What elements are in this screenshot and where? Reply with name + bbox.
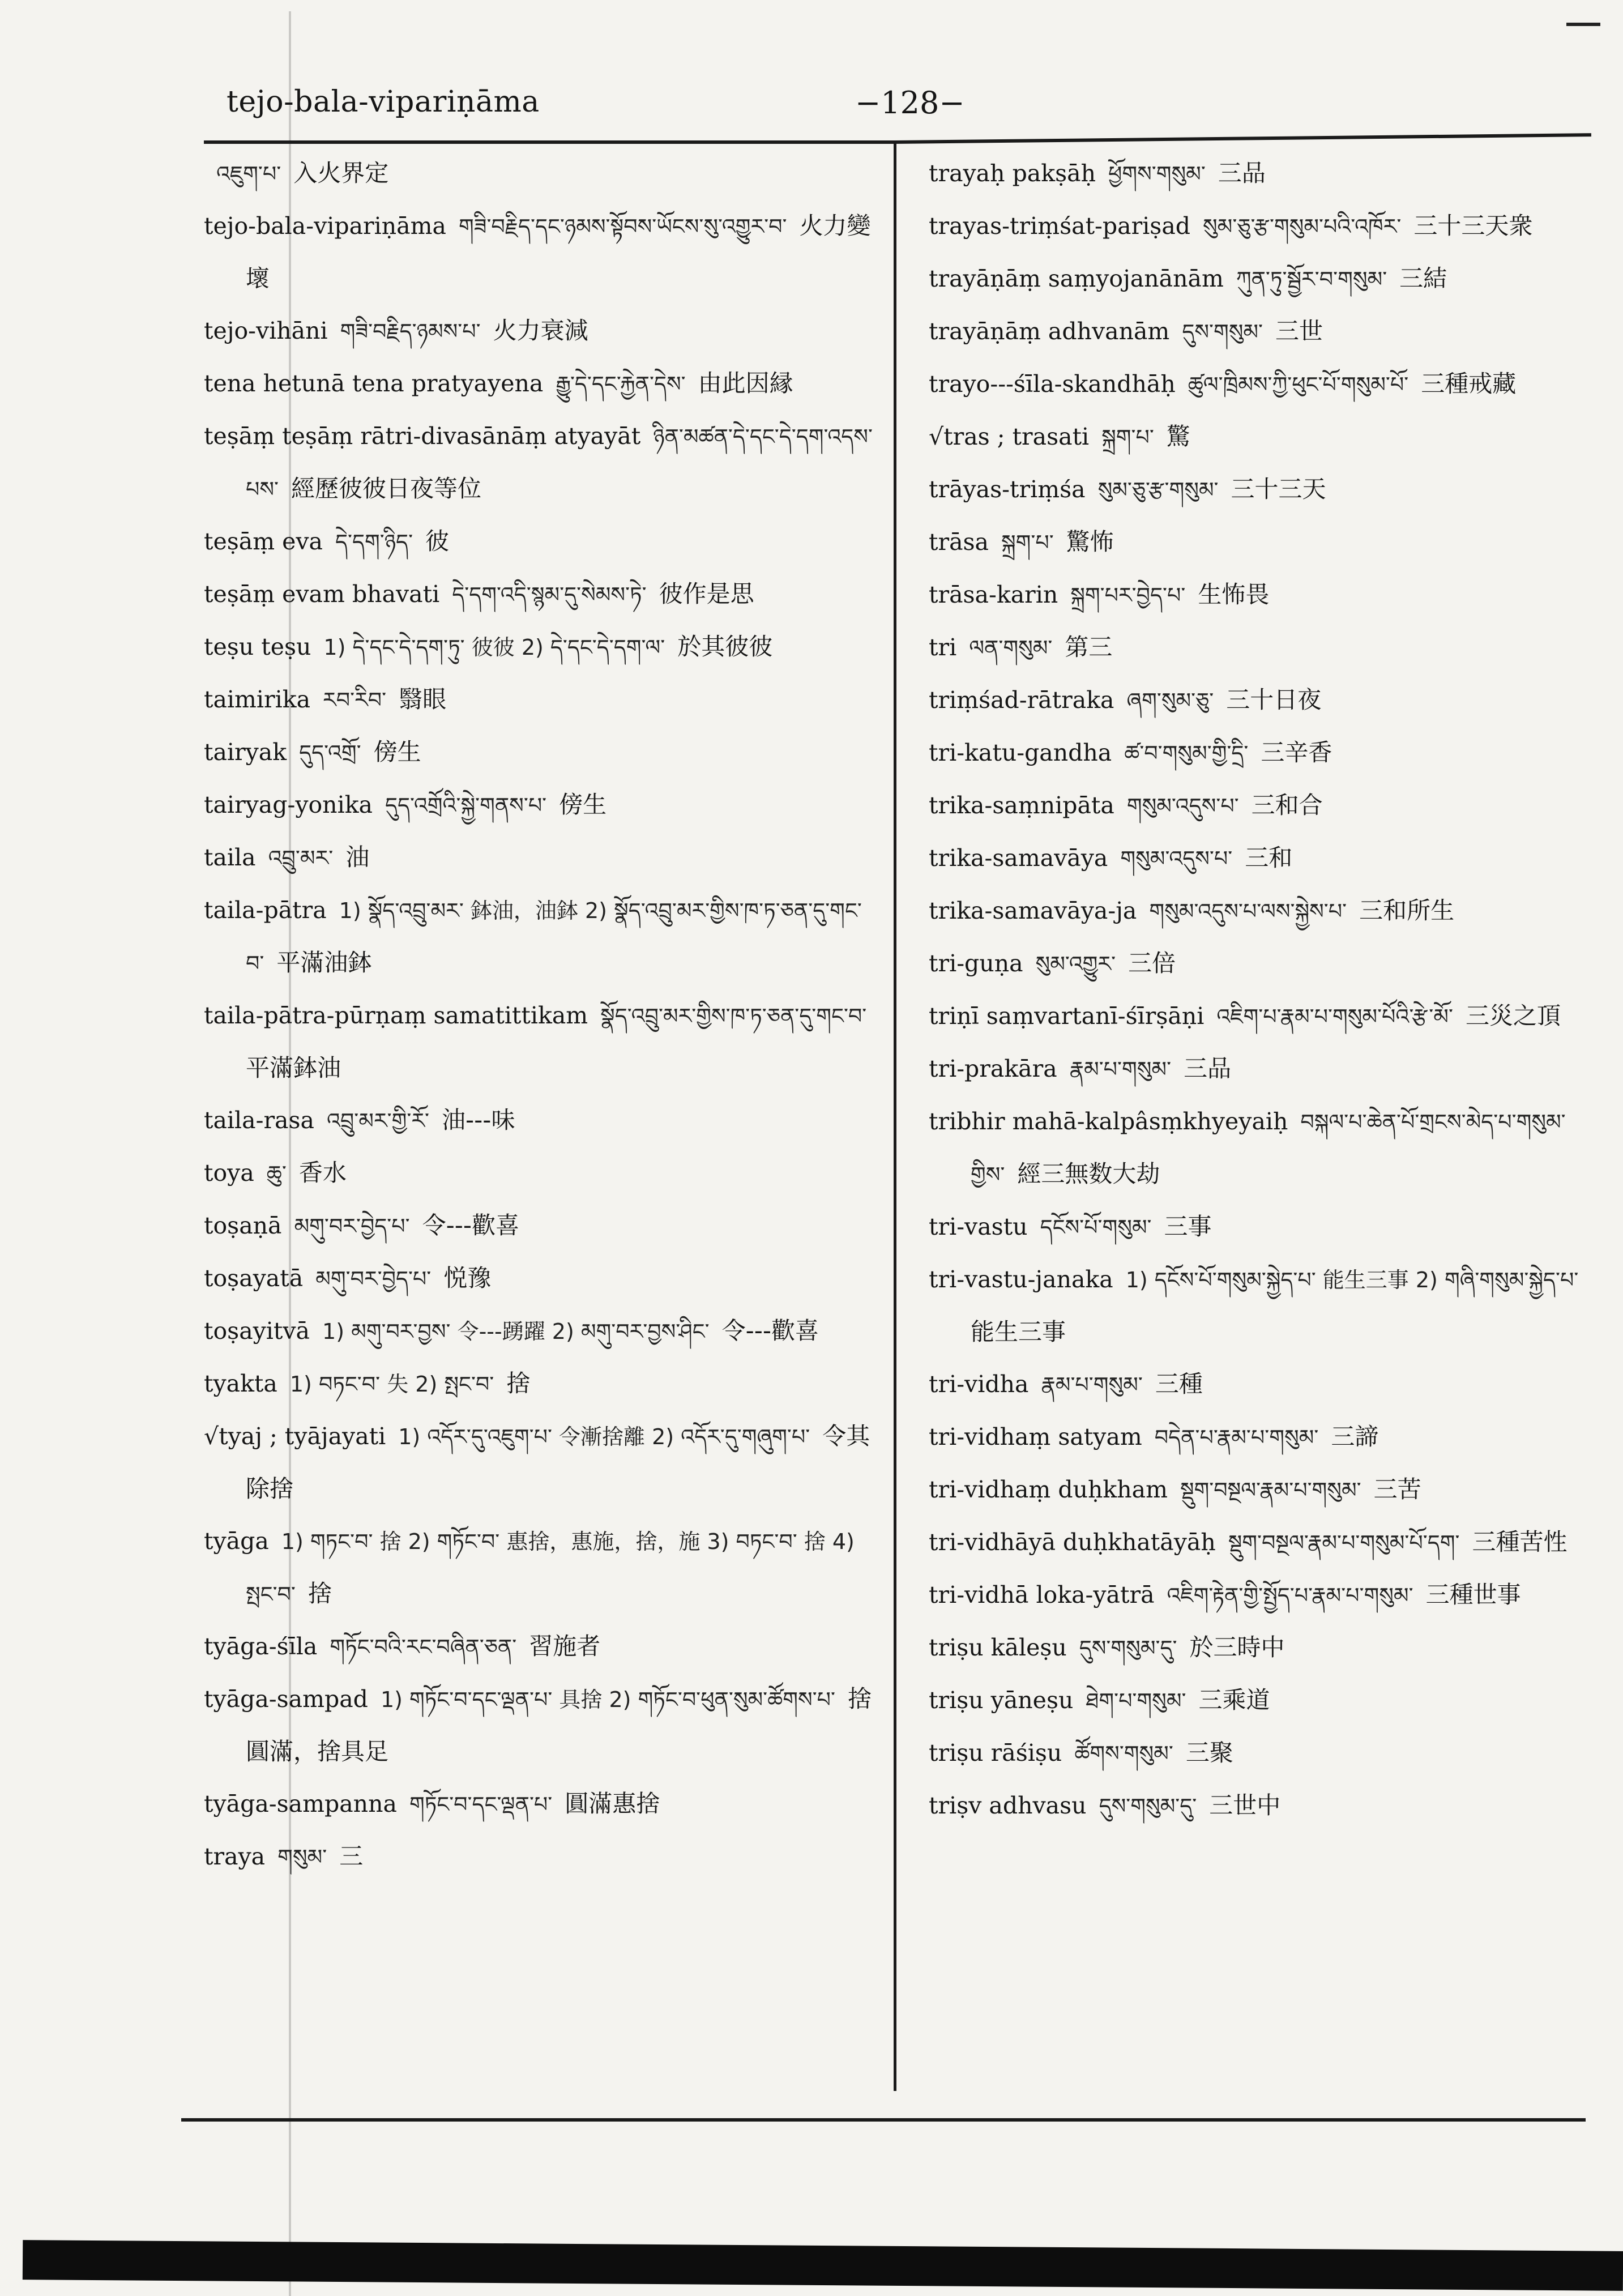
sanskrit-headword: tri-vastu (929, 1213, 1028, 1240)
sanskrit-headword: trāyas-triṃśa (929, 476, 1086, 503)
tibetan-equivalent: འཇིག་རྟེན་གྱི་སྤྱོད་པ་རྣམ་པ་གསུམ་ (1167, 1583, 1413, 1608)
tibetan-equivalent: མགུ་བར་བྱེད་པ་ (315, 1266, 432, 1291)
right-column (929, 147, 1603, 1832)
tibetan-equivalent: རྒྱུ་དེ་དང་རྐྱེན་དེས་ (556, 372, 686, 396)
chinese-equivalent: 三世中 (1209, 1791, 1281, 1819)
tibetan-equivalent: ཚ་བ་གསུམ་གྱི་དྲི་ (1124, 741, 1249, 766)
tibetan-equivalent: གསུམ་འདུས་པ་ (1120, 846, 1233, 871)
page-number: −128− (855, 85, 965, 121)
sanskrit-headword: √tyaj ; tyājayati (204, 1423, 386, 1450)
sanskrit-headword: tejo-bala-vipariṇāma (204, 212, 446, 240)
dictionary-entry (929, 1779, 1603, 1832)
tibetan-equivalent: ཞག་སུམ་ཅུ་ (1126, 688, 1214, 713)
chinese-equivalent: 平滿鉢油 (246, 1054, 341, 1082)
tibetan-equivalent: ཆུ་ (266, 1161, 287, 1186)
tibetan-equivalent: 1) མགུ་བར་བྱས་ 令---踴躍 2) མགུ་བར་བྱས་ཤིང་ (322, 1319, 710, 1344)
tibetan-equivalent: འཇུག་པ་ (216, 161, 281, 186)
tibetan-equivalent: གཟི་བརྗིད་ཉམས་པ་ (340, 319, 481, 344)
chinese-equivalent: 香水 (298, 1159, 347, 1187)
column-divider (894, 143, 896, 2091)
dictionary-entry (929, 1201, 1603, 1253)
chinese-equivalent: 三結 (1399, 264, 1447, 292)
sanskrit-headword: teṣāṃ teṣāṃ rātri-divasānāṃ atyayāt (204, 423, 641, 450)
sanskrit-headword: tyāga-śīla (204, 1633, 318, 1660)
chinese-equivalent: 由此因縁 (698, 369, 793, 397)
tibetan-equivalent: སྡུག་བསྔལ་རྣམ་པ་གསུམ་པོ་དག་ (1228, 1530, 1460, 1555)
sanskrit-headword: tri-vastu-janaka (929, 1266, 1113, 1293)
tibetan-equivalent: 1) སྣོད་འབྲུ་མར་ 鉢油，油鉢 2) སྣོད་འབྲུ་མར་གྱིས་ཁ་ཏ་ཅན་དུ་གང་བ་ (246, 898, 862, 976)
dictionary-entry (929, 1516, 1603, 1569)
dictionary-entry (204, 1358, 886, 1410)
chinese-equivalent: 火力變壞 (246, 212, 871, 292)
tibetan-equivalent: སྐྲག་པ་ (1001, 530, 1054, 555)
dictionary-entry (204, 726, 886, 779)
dictionary-entry (204, 884, 886, 989)
tibetan-equivalent: ཐེག་པ་གསུམ་ (1086, 1688, 1186, 1713)
sanskrit-headword: taila-rasa (204, 1107, 314, 1134)
dictionary-entry (204, 1147, 886, 1200)
sanskrit-headword: trāsa (929, 528, 989, 556)
sanskrit-headword: tri-vidhaṃ duḥkham (929, 1476, 1168, 1503)
sanskrit-headword: tri-katu-gandha (929, 739, 1112, 766)
sanskrit-headword: toṣayatā (204, 1265, 304, 1292)
dictionary-entry (929, 1358, 1603, 1411)
tibetan-equivalent: དུས་གསུམ་དུ་ (1099, 1794, 1197, 1819)
tibetan-equivalent: བདེན་པ་རྣམ་པ་གསུམ་ (1154, 1425, 1319, 1450)
dictionary-entry (204, 1830, 886, 1883)
sanskrit-headword: tri-vidha (929, 1371, 1029, 1398)
tibetan-equivalent: སྐྲག་པ་ (1101, 425, 1154, 450)
sanskrit-headword: teṣāṃ evam bhavati (204, 581, 440, 608)
dictionary-entry (929, 1621, 1603, 1674)
tibetan-equivalent: དུས་གསུམ་དུ་ (1079, 1636, 1177, 1661)
chinese-equivalent: 三和所生 (1359, 897, 1455, 924)
sanskrit-headword: teṣu teṣu (204, 633, 311, 660)
chinese-equivalent: 三十三天 (1231, 475, 1326, 503)
tibetan-equivalent: ཀུན་ཏུ་སྦྱོར་བ་གསུམ་ (1236, 267, 1387, 292)
dictionary-entry (204, 410, 886, 515)
chinese-equivalent: 三乘道 (1198, 1686, 1270, 1714)
dictionary-entry (929, 1253, 1603, 1358)
chinese-equivalent: 令---歡喜 (721, 1317, 819, 1345)
chinese-equivalent: 三和 (1245, 844, 1293, 872)
chinese-equivalent: 平滿油鉢 (276, 949, 372, 976)
sanskrit-headword: tyāga-sampad (204, 1685, 368, 1713)
tibetan-equivalent: སྐྲག་པར་བྱེད་པ་ (1070, 583, 1186, 608)
tibetan-equivalent: སྣོད་འབྲུ་མར་གྱིས་ཁ་ཏ་ཅན་དུ་གང་བ་ (600, 1004, 867, 1028)
chinese-equivalent: 捨圓滿，捨具足 (246, 1685, 872, 1765)
chinese-equivalent: 三品 (1218, 159, 1266, 187)
dictionary-entry (204, 200, 886, 305)
dictionary-entry (929, 937, 1603, 990)
dictionary-entry (929, 1043, 1603, 1095)
tibetan-equivalent: འབྲུ་མར་གྱི་རོ་ (326, 1108, 429, 1133)
dictionary-entry (929, 253, 1603, 305)
tibetan-equivalent: མགུ་བར་བྱེད་པ་ (294, 1214, 410, 1239)
sanskrit-headword: trika-samavāya-ja (929, 897, 1137, 924)
chinese-equivalent: 悦豫 (443, 1264, 492, 1292)
chinese-equivalent: 習施者 (529, 1632, 601, 1660)
running-head: tejo-bala-vipariṇāma (227, 85, 540, 119)
sanskrit-headword: triṇī saṃvartanī-śīrṣāṇi (929, 1002, 1205, 1030)
sanskrit-headword: tri-vidhāyā duḥkhatāyāḥ (929, 1529, 1216, 1556)
tibetan-equivalent: རྣམ་པ་གསུམ་ (1069, 1057, 1172, 1082)
sanskrit-headword: √tras ; trasati (929, 423, 1090, 450)
chinese-equivalent: 三品 (1184, 1055, 1232, 1082)
sanskrit-headword: teṣāṃ eva (204, 528, 323, 555)
tibetan-equivalent: 1) གཏོང་བ་དང་ལྡན་པ་ 具捨 2) གཏོང་བ་ཕུན་སུམ་ཚོགས་པ་ (380, 1687, 835, 1712)
dictionary-entry (929, 621, 1603, 674)
dictionary-entry (204, 621, 886, 673)
sanskrit-headword: tairyag-yonika (204, 791, 373, 818)
sanskrit-headword: tri-vidhaṃ satyam (929, 1423, 1142, 1450)
tibetan-equivalent: དུས་གསུམ་ (1182, 319, 1263, 344)
dictionary-entry (204, 1305, 886, 1358)
sanskrit-headword: traya (204, 1843, 266, 1870)
chinese-equivalent: 捨 (307, 1580, 332, 1607)
dictionary-entry (929, 885, 1603, 937)
dictionary-entry (929, 727, 1603, 779)
tibetan-equivalent: 1) གཏང་བ་ 捨 2) གཏོང་བ་ 惠捨，惠施，捨，施 3) བཏང་བ་ 捨 4) སྤང་བ་ (246, 1529, 855, 1607)
chinese-equivalent: 三十三天衆 (1413, 212, 1533, 240)
dictionary-entry (929, 200, 1603, 253)
tibetan-equivalent: 1) བཏང་བ་ 失 2) སྤང་བ་ (289, 1372, 494, 1397)
sanskrit-headword: tribhir mahā-kalpâsṃkhyeyaiḥ (929, 1108, 1288, 1135)
tibetan-equivalent: གསུམ་འདུས་པ་ལས་སྐྱེས་པ་ (1149, 899, 1347, 924)
tibetan-equivalent: སུམ་ཅུ་རྩ་གསུམ་པའི་འཁོར་ (1203, 214, 1402, 239)
header-rule-left (204, 140, 895, 144)
dictionary-entry (204, 989, 886, 1094)
sanskrit-headword: triṣu kāleṣu (929, 1634, 1067, 1661)
dictionary-entry (929, 990, 1603, 1043)
chinese-equivalent: 三種戒藏 (1421, 370, 1517, 398)
tibetan-equivalent: རབ་རིབ་ (323, 688, 387, 712)
corner-mark (1566, 23, 1600, 26)
chinese-equivalent: 火力衰減 (493, 317, 588, 344)
sanskrit-headword: tyakta (204, 1370, 277, 1397)
dictionary-entry (204, 515, 886, 568)
tibetan-equivalent: གཟི་བརྗིད་དང་ཉམས་སྟོབས་ཡོངས་སུ་འགྱུར་བ་ (458, 214, 787, 239)
chinese-equivalent: 三和合 (1251, 791, 1323, 819)
tibetan-equivalent: 1) དངོས་པོ་གསུམ་སྐྱེད་པ་ 能生三事 2) གཞི་གསུམ་སྐྱེད་པ་ (1125, 1268, 1579, 1292)
dictionary-entry (929, 674, 1603, 727)
sanskrit-headword: toṣayitvā (204, 1317, 310, 1345)
chinese-equivalent: 三事 (1164, 1213, 1212, 1240)
dictionary-entry (204, 357, 886, 410)
footer-rule (181, 2118, 1586, 2122)
sanskrit-headword: taila-pātra (204, 897, 327, 924)
dictionary-entry (204, 568, 886, 621)
tibetan-equivalent: གཏོང་བ་དང་ལྡན་པ་ (409, 1792, 553, 1817)
dictionary-entry (929, 358, 1603, 411)
tibetan-equivalent: ཉིན་མཚན་དེ་དང་དེ་དག་འདས་པས་ (246, 424, 873, 502)
sanskrit-headword: triṣu yāneṣu (929, 1687, 1074, 1714)
tibetan-equivalent: གསུམ་འདུས་པ་ (1126, 793, 1239, 818)
left-column (204, 147, 886, 1883)
sanskrit-headword: trayas-triṃśat-pariṣad (929, 212, 1191, 240)
chinese-equivalent: 驚 (1166, 423, 1190, 450)
dictionary-entry (204, 1515, 886, 1620)
sanskrit-headword: tri-prakāra (929, 1055, 1057, 1082)
sanskrit-headword: tyāga-sampanna (204, 1790, 397, 1817)
sanskrit-headword: tyāga (204, 1527, 269, 1555)
chinese-equivalent: 三聚 (1185, 1739, 1233, 1766)
sanskrit-headword: trayaḥ pakṣāḥ (929, 160, 1096, 187)
dictionary-entry (204, 831, 886, 884)
chinese-equivalent: 能生三事 (971, 1318, 1066, 1346)
chinese-equivalent: 三苦 (1373, 1475, 1421, 1503)
dictionary-entry (929, 411, 1603, 463)
dictionary-entry (929, 569, 1603, 621)
sanskrit-headword: trayāṇāṃ adhvanām (929, 318, 1170, 345)
dictionary-entry (204, 1094, 886, 1147)
tibetan-equivalent: ཚུལ་ཁྲིམས་ཀྱི་ཕུང་པོ་གསུམ་པོ་ (1188, 372, 1409, 397)
dictionary-entry (929, 147, 1603, 200)
chinese-equivalent: 圓滿惠捨 (565, 1790, 660, 1817)
sanskrit-headword: trayāṇāṃ saṃyojanānām (929, 265, 1224, 292)
tibetan-equivalent: གསུམ་ (277, 1845, 327, 1870)
tibetan-equivalent: དེ་དག་འདི་སྙམ་དུ་སེམས་ཏེ་ (452, 582, 647, 607)
chinese-equivalent: 入火界定 (293, 159, 389, 187)
dictionary-entry (204, 1200, 886, 1252)
tibetan-equivalent: སུམ་འགྱུར་ (1035, 951, 1116, 976)
header-rule-right (895, 133, 1591, 144)
sanskrit-headword: triṣu rāśiṣu (929, 1739, 1062, 1766)
sanskrit-headword: trāsa-karin (929, 581, 1058, 608)
scan-edge-bar (23, 2240, 1623, 2291)
tibetan-equivalent: སྡུག་བསྔལ་རྣམ་པ་གསུམ་ (1180, 1478, 1361, 1503)
chinese-equivalent: 令---歡喜 (422, 1211, 520, 1239)
chinese-equivalent: 三倍 (1128, 949, 1176, 977)
sanskrit-headword: tairyak (204, 739, 287, 766)
chinese-equivalent: 傍生 (559, 791, 607, 818)
chinese-equivalent: 三 (339, 1842, 364, 1870)
tibetan-equivalent: དུད་འགྲོའི་སྐྱེ་གནས་པ་ (385, 793, 547, 818)
sanskrit-headword: tri-guṇa (929, 950, 1023, 977)
chinese-equivalent: 令其除捨 (246, 1422, 870, 1503)
tibetan-equivalent: རྣམ་པ་གསུམ་ (1041, 1372, 1143, 1397)
chinese-equivalent: 彼 (425, 527, 450, 555)
sanskrit-headword: trika-saṃnipāta (929, 792, 1114, 819)
dictionary-entry (204, 1673, 886, 1778)
dictionary-entry (204, 1252, 886, 1305)
tibetan-equivalent: དངོས་པོ་གསུམ་ (1040, 1215, 1152, 1240)
sanskrit-headword: tri (929, 634, 957, 661)
chinese-equivalent: 於三時中 (1189, 1633, 1285, 1661)
tibetan-equivalent: སུམ་ཅུ་རྩ་གསུམ་ (1097, 477, 1219, 502)
dictionary-entry (929, 305, 1603, 358)
tibetan-equivalent: འཇིག་པ་རྣམ་པ་གསུམ་པོའི་རྩེ་མོ་ (1216, 1004, 1453, 1029)
dictionary-entry (929, 1095, 1603, 1201)
tibetan-equivalent: གཏོང་བའི་རང་བཞིན་ཅན་ (330, 1634, 517, 1659)
tibetan-equivalent: ལན་གསུམ་ (969, 635, 1053, 660)
tibetan-equivalent: 1) འདོར་དུ་འཇུག་པ་ 令漸捨離 2) འདོར་དུ་གཞུག་པ་ (398, 1424, 810, 1449)
chinese-equivalent: 經歷彼彼日夜等位 (291, 475, 482, 502)
sanskrit-headword: toṣaṇā (204, 1212, 282, 1239)
dictionary-entry (929, 1569, 1603, 1621)
dictionary-entry (929, 1463, 1603, 1516)
sanskrit-headword: trayo---śīla-skandhāḥ (929, 370, 1176, 398)
dictionary-entry (204, 673, 886, 726)
chinese-equivalent: 三諦 (1331, 1423, 1379, 1450)
chinese-equivalent: 生怖畏 (1198, 581, 1270, 608)
chinese-equivalent: 翳眼 (399, 685, 447, 713)
sanskrit-headword: triṣv adhvasu (929, 1792, 1087, 1819)
tibetan-equivalent: དུད་འགྲོ་ (299, 740, 361, 765)
dictionary-entry (929, 463, 1603, 516)
tibetan-equivalent: དེ་དག་ཉིད་ (335, 530, 413, 554)
tibetan-equivalent: 1) དེ་དང་དེ་དག་ཏུ་ 彼彼 2) དེ་དང་དེ་དག་ལ་ (323, 635, 665, 660)
chinese-equivalent: 傍生 (373, 738, 421, 766)
tibetan-equivalent: བསྐལ་པ་ཆེན་པོ་གྲངས་མེད་པ་གསུམ་གྱིས་ (971, 1109, 1566, 1187)
dictionary-entry (929, 516, 1603, 569)
chinese-equivalent: 經三無数大劫 (1017, 1160, 1160, 1188)
tibetan-equivalent: ཕྱོགས་གསུམ་ (1108, 161, 1206, 186)
sanskrit-headword: tena hetunā tena pratyayena (204, 370, 544, 397)
sanskrit-headword: toya (204, 1159, 254, 1187)
dictionary-entry (204, 305, 886, 357)
chinese-equivalent: 油---味 (441, 1106, 515, 1134)
dictionary-entry (204, 1410, 886, 1515)
chinese-equivalent: 三災之頂 (1465, 1002, 1561, 1030)
dictionary-entry (929, 1674, 1603, 1727)
chinese-equivalent: 於其彼彼 (677, 633, 773, 660)
chinese-equivalent: 三種 (1155, 1370, 1203, 1398)
sanskrit-headword: triṃśad-rātraka (929, 686, 1114, 714)
chinese-equivalent: 三世 (1275, 317, 1323, 345)
chinese-equivalent: 驚怖 (1066, 528, 1114, 556)
tibetan-equivalent: འབྲུ་མར་ (268, 846, 334, 870)
dictionary-entry (204, 1620, 886, 1673)
sanskrit-headword: tri-vidhā loka-yātrā (929, 1581, 1155, 1608)
tibetan-equivalent: ཚོགས་གསུམ་ (1074, 1741, 1173, 1766)
chinese-equivalent: 三辛香 (1261, 739, 1332, 766)
dictionary-entry (204, 1778, 886, 1830)
dictionary-entry (929, 779, 1603, 832)
chinese-equivalent: 第三 (1065, 633, 1113, 661)
sanskrit-headword: taila-pātra-pūrṇaṃ samatittikam (204, 1002, 588, 1029)
dictionary-entry (204, 147, 886, 200)
sanskrit-headword: taila (204, 844, 256, 871)
sanskrit-headword: taimirika (204, 686, 311, 713)
dictionary-entry (929, 1411, 1603, 1463)
dictionary-entry (929, 1727, 1603, 1779)
chinese-equivalent: 油 (345, 843, 370, 871)
chinese-equivalent: 三十日夜 (1226, 686, 1322, 714)
sanskrit-headword: tejo-vihāni (204, 317, 328, 344)
dictionary-entry (929, 832, 1603, 885)
sanskrit-headword: trika-samavāya (929, 844, 1108, 872)
chinese-equivalent: 三種苦性 (1472, 1528, 1568, 1556)
chinese-equivalent: 彼作是思 (659, 580, 754, 608)
chinese-equivalent: 捨 (506, 1369, 531, 1397)
dictionary-entry (204, 779, 886, 831)
chinese-equivalent: 三種世事 (1425, 1581, 1521, 1608)
